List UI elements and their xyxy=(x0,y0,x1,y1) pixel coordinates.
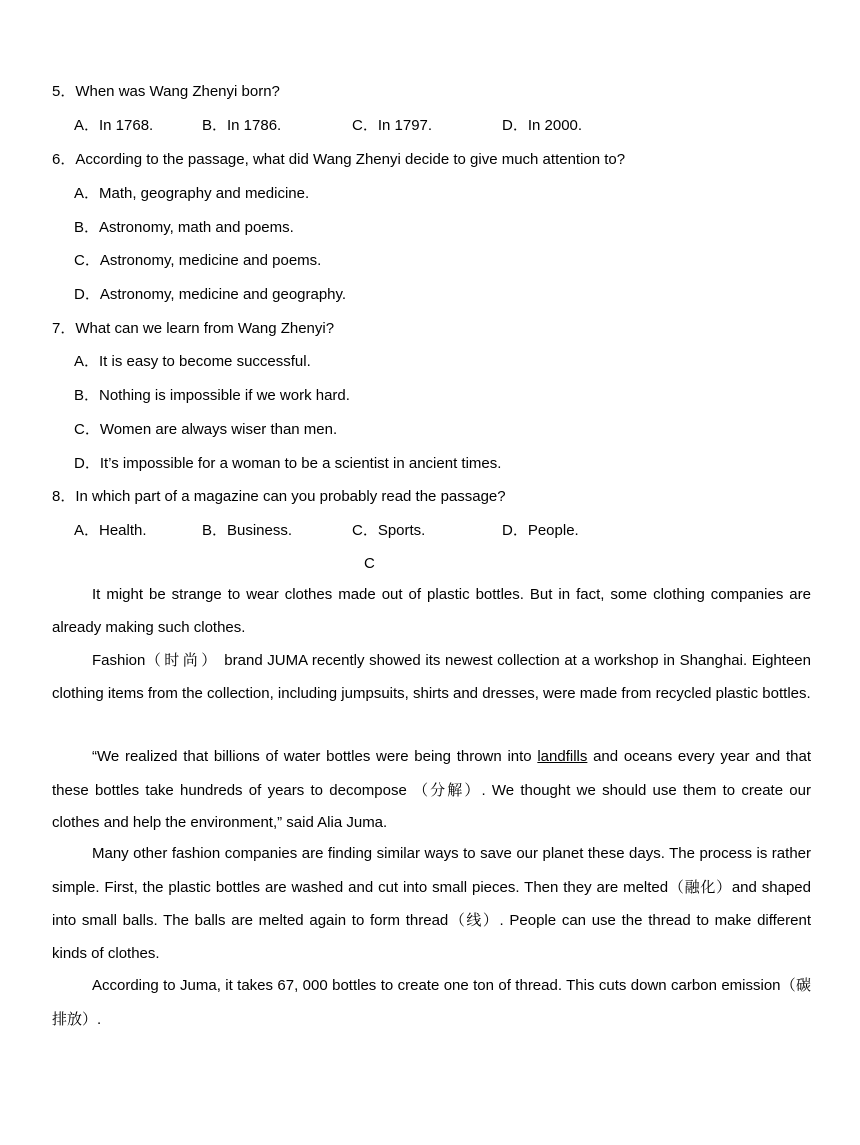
passage-paragraph-4-text-a: Many other fashion companies are finding similar ways to save our planet these days. The process is rather simple. First, the plastic bottles are washed and cut into small pieces. Then they are melted xyxy=(52,845,811,896)
passage-paragraph-4-cjk-2: （线） xyxy=(448,911,500,929)
passage-paragraph-3 xyxy=(52,741,811,840)
question-7-stem: 7．What can we learn from Wang Zhenyi? xyxy=(52,320,335,337)
passage-paragraph-2-text-a: Fashion xyxy=(92,652,146,669)
passage-paragraph-5-text-a: According to Juma, it takes 67, 000 bottles to create one ton of thread. This cuts down carbon emission xyxy=(92,977,781,994)
question-7-option-d: D．It’s impossible for a woman to be a scientist in ancient times. xyxy=(74,455,502,472)
passage-paragraph-3-cjk: （分解） xyxy=(413,780,482,799)
question-5-stem: 5．When was Wang Zhenyi born? xyxy=(52,83,280,100)
question-6-stem: 6．According to the passage, what did Wang Zhenyi decide to give much attention to? xyxy=(52,151,626,168)
question-6-option-d: D．Astronomy, medicine and geography. xyxy=(74,286,347,303)
passage-paragraph-2 xyxy=(52,644,811,710)
passage-paragraph-4-cjk-1: （融化） xyxy=(668,877,732,896)
question-6-option-a: A．Math, geography and medicine. xyxy=(74,185,310,202)
passage-paragraph-3-text-b: and oceans every year and that these bottles take hundreds of years to decompose xyxy=(52,748,811,799)
question-5-option-d: D．In 2000. xyxy=(502,117,583,134)
question-7-option-a: A．It is easy to become successful. xyxy=(74,353,311,370)
passage-paragraph-5-text-b: . xyxy=(97,1010,102,1028)
question-6-option-b: B．Astronomy, math and poems. xyxy=(74,219,294,236)
question-5-option-a: A．In 1768. xyxy=(74,117,154,134)
question-8-option-d: D．People. xyxy=(502,522,579,539)
passage-paragraph-1 xyxy=(52,579,811,644)
passage-paragraph-5-cjk: （碳排放） xyxy=(52,976,811,1028)
question-5-options xyxy=(0,116,860,136)
passage-paragraph-3-text-c: . We thought we should use them to create our clothes and help the environment,” said Alia Juma. xyxy=(52,781,811,831)
passage-paragraph-2-cjk: （时尚） xyxy=(145,651,220,669)
passage-paragraph-4 xyxy=(52,838,811,970)
question-8-stem: 8．In which part of a magazine can you probably read the passage? xyxy=(52,488,506,505)
question-8-option-b: B．Business. xyxy=(202,522,293,539)
question-7-option-b: B．Nothing is impossible if we work hard. xyxy=(74,387,350,404)
passage-paragraph-4-text-b: and shaped into small balls. The balls are melted again to form thread xyxy=(52,878,811,929)
passage-paragraph-3-text-a: “We realized that billions of water bottles were being thrown into xyxy=(92,748,538,765)
passage-paragraph-4-text-c: . People can use the thread to make different kinds of clothes. xyxy=(52,912,811,962)
passage-paragraph-1-text: It might be strange to wear clothes made out of plastic bottles. But in fact, some clothing companies are already making such clothes. xyxy=(52,586,811,636)
question-8-options xyxy=(0,521,860,541)
question-6-option-c: C．Astronomy, medicine and poems. xyxy=(74,252,322,269)
passage-paragraph-5 xyxy=(52,969,811,1036)
question-7-option-c: C．Women are always wiser than men. xyxy=(74,421,338,438)
question-8-option-c: C．Sports. xyxy=(352,522,426,539)
passage-paragraph-2-text-b: brand JUMA recently showed its newest collection at a workshop in Shanghai. Eighteen clothing items from the collection, including jumpsuits, shirts and dresses, were made from recycled plastic bottles. xyxy=(52,652,811,702)
question-5-option-c: C．In 1797. xyxy=(352,117,433,134)
question-5-option-b: B．In 1786. xyxy=(202,117,282,134)
passage-paragraph-3-underlined-word: landfills xyxy=(537,748,588,765)
question-8-option-a: A．Health. xyxy=(74,522,147,539)
section-letter: C xyxy=(364,555,375,572)
